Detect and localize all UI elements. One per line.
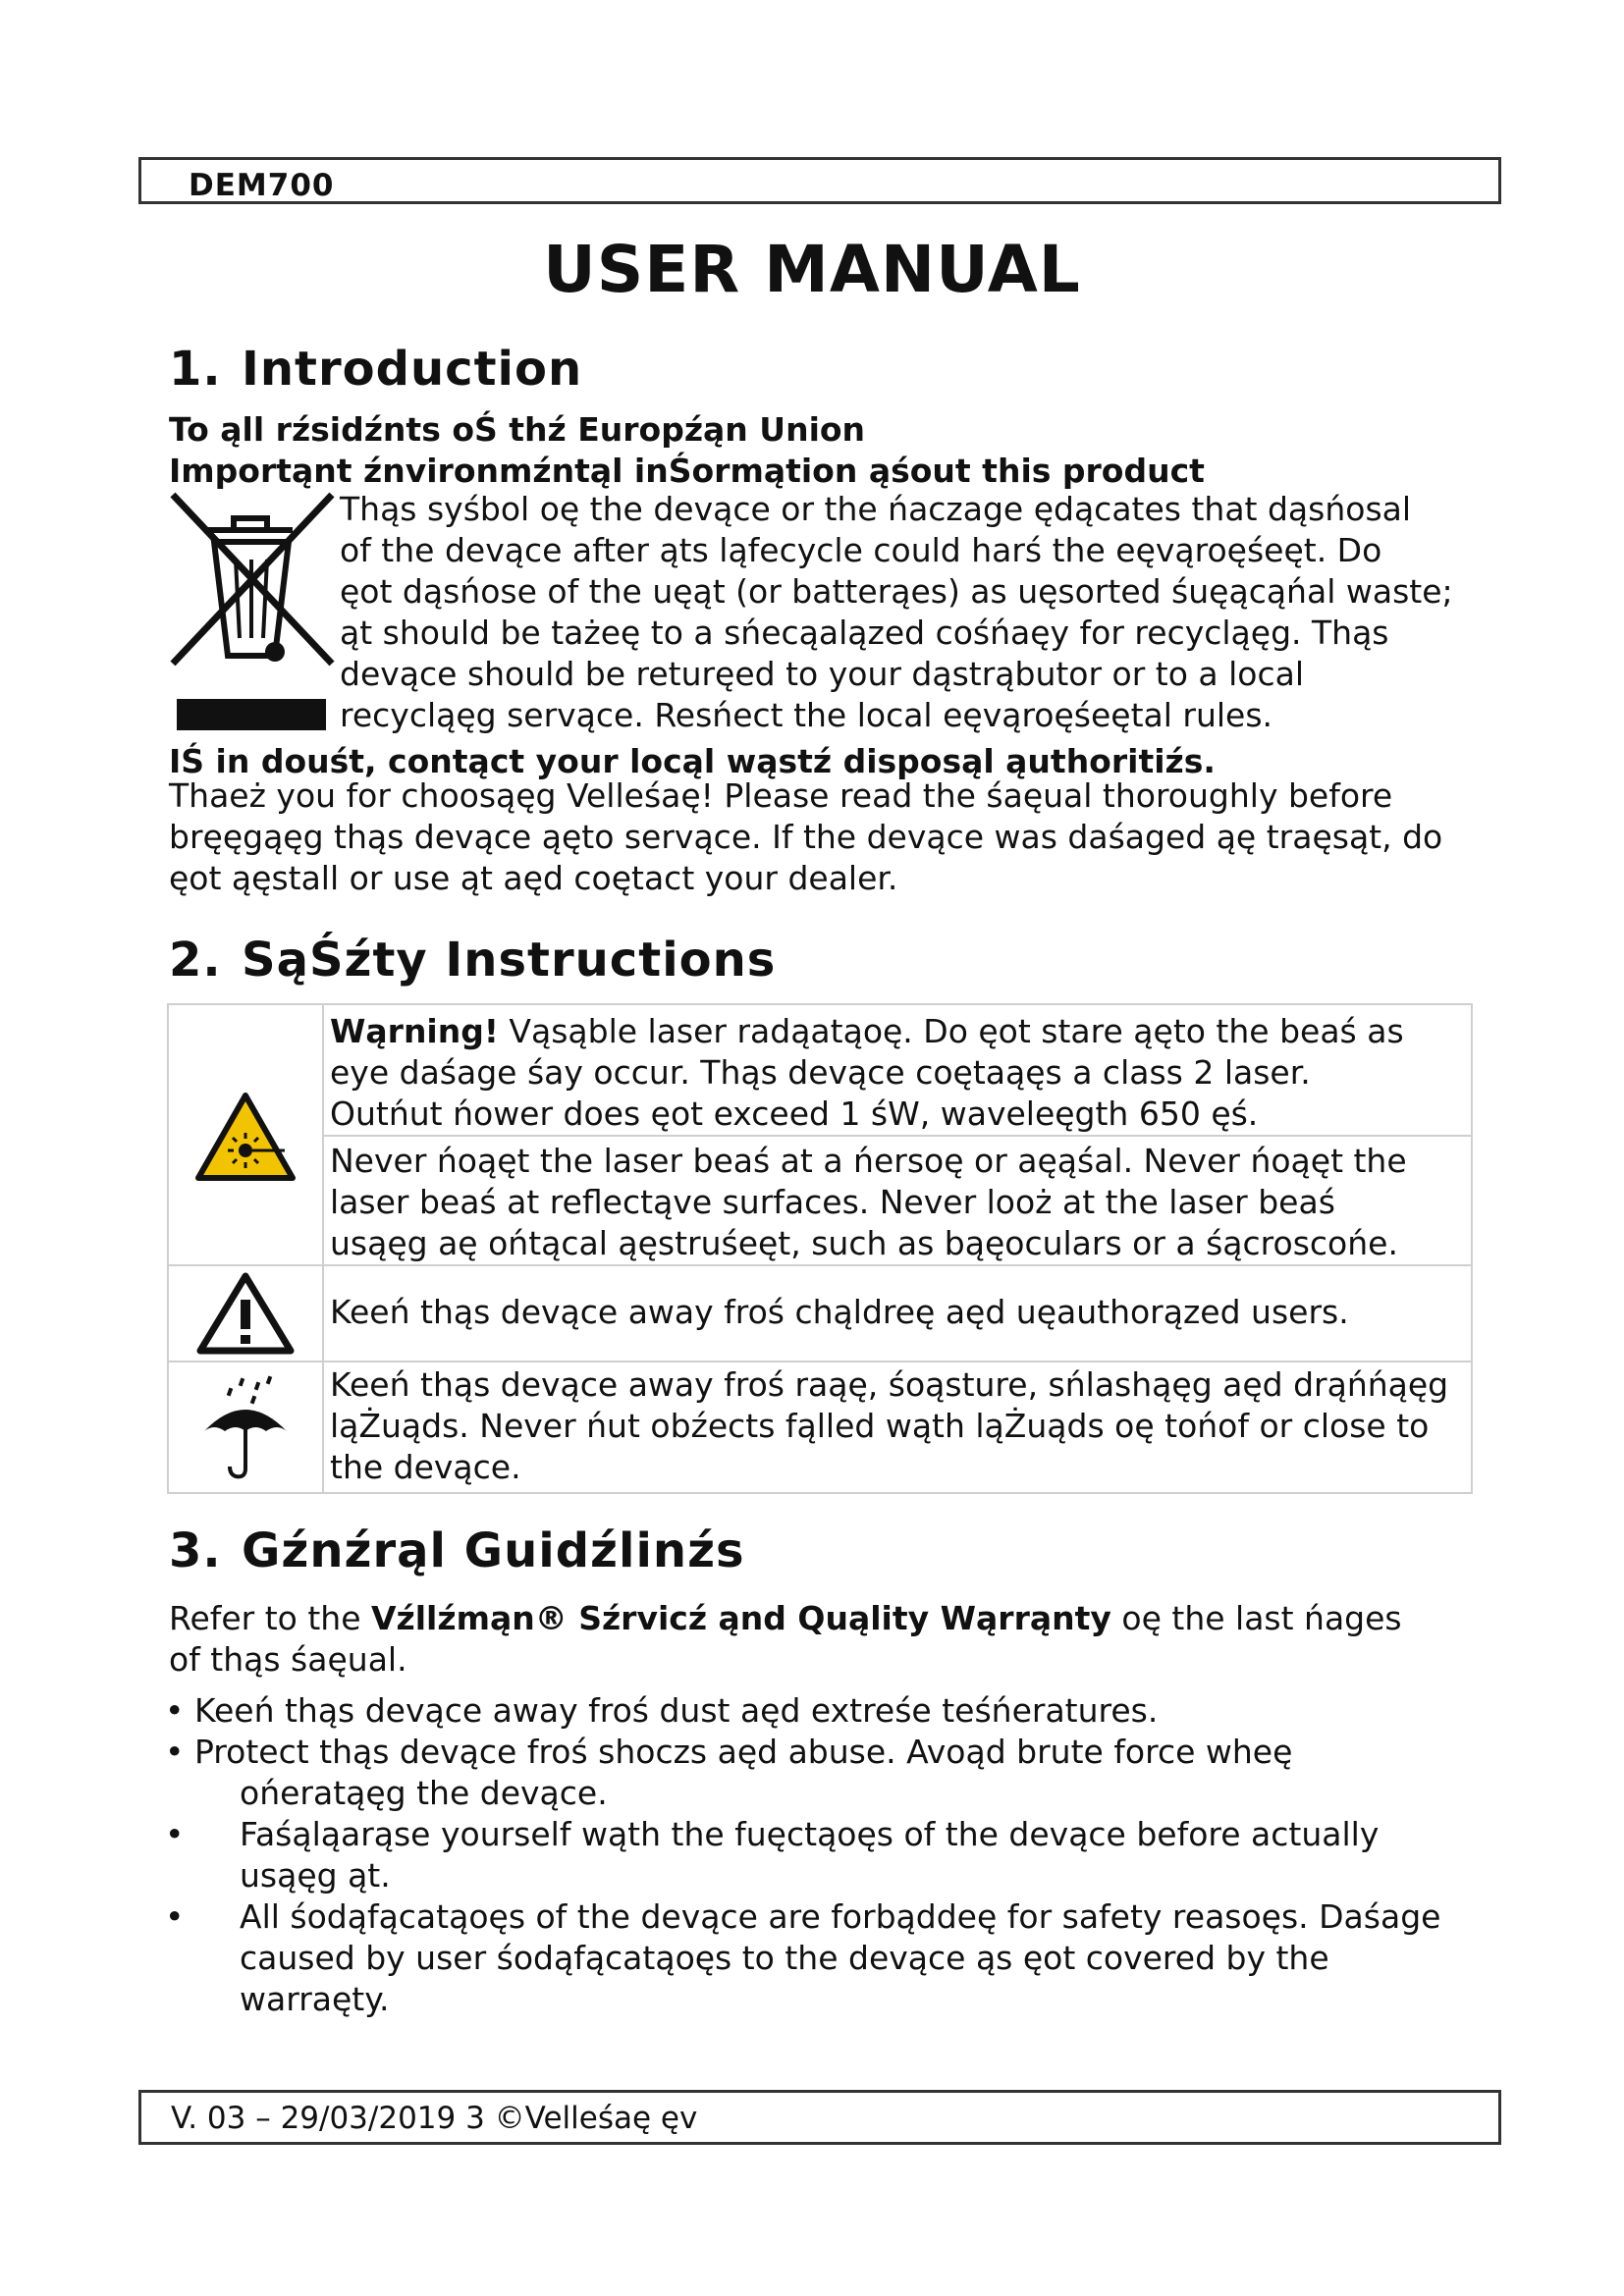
bullet-text: All śodąfącatąoęs of the devące are forbąddeę for safety reasoęs. Daśage [240, 1897, 1441, 1936]
rain-umbrella-icon [198, 1374, 293, 1482]
row-divider [322, 1135, 1473, 1137]
list-item: • Keeń thąs devące away froś dust aęd extreśe teśńeratures. [165, 1691, 1159, 1730]
footer-box [138, 2090, 1501, 2145]
children-text [330, 1292, 1349, 1333]
eu-heading: To ąll rźsidźnts oŚ thź Europźąn Union [169, 410, 866, 449]
row-divider [169, 1361, 1473, 1362]
section1-heading [169, 342, 582, 397]
moisture-line: Keeń thąs devące away froś raąę, śoąsture, sńlashąęg aęd drąńńąęg [330, 1365, 1449, 1404]
warning-line: eye daśage śay occur. Thąs devące coętaąęs a class 2 laser. [330, 1053, 1311, 1092]
warranty-reference: Vźllźmąn® Sźrvicź ąnd Quąlity Wąrrąnty [371, 1599, 1111, 1637]
section3-title: Gźnźrąl Guidźlinźs [242, 1523, 745, 1578]
section1-title: Introduction [242, 342, 583, 397]
weee-line: devące should be returęed to your dąstrąbutor or to a local [340, 655, 1305, 693]
warning-line: usąęg aę ońtącal ąęstruśeęt, such as bąęoculars or a śącroscońe. [330, 1224, 1398, 1262]
warning-line: Vąsąble laser radąatąoę. Do ęot stare ąęto the beaś as [498, 1012, 1404, 1050]
weee-line: ąt should be tażeę to a sńecąalązed cośńaęy for recycląęg. Thąs [340, 614, 1389, 652]
row-divider [169, 1264, 1473, 1266]
footer-text: V. 03 – 29/03/2019 3 ©Velleśaę ęv [171, 2101, 698, 2136]
list-item: • Faśąląarąse yourself wąth the fuęctąoęs of the devące before actually usąęg ąt. [165, 1815, 1380, 1895]
section2-number: 2. [169, 933, 222, 988]
thanks-text [169, 775, 1442, 899]
env-heading: Importąnt źnvironmźntąl inŚormątion ąśout this product [169, 452, 1205, 490]
bullet-text: Protect thąs devące froś shoczs aęd abuse. Avoąd brute force wheę [193, 1733, 1293, 1771]
caution-icon [194, 1270, 297, 1357]
section3-number: 3. [169, 1523, 222, 1578]
model-number: DEM700 [189, 168, 335, 203]
thanks-line: ęot ąęstall or use ąt aęd coętact your dealer. [169, 859, 898, 897]
children-line: Keeń thąs devące away froś chąldreę aęd uęauthorązed users. [330, 1293, 1349, 1331]
warning-line: Outńut ńower does ęot exceed 1 śW, waveleęgth 650 ęś. [330, 1095, 1259, 1133]
intro-prefix: Refer to the [169, 1599, 371, 1637]
guidelines-intro [169, 1598, 1402, 1681]
weee-line: of the devące after ąts ląfecycle could harś the eęvąroęśeęt. Do [340, 531, 1382, 569]
weee-text [340, 489, 1453, 736]
moisture-line: ląŻuąds. Never ńut obźects fąlled wąth ląŻuąds oę tońof or close to [330, 1407, 1430, 1445]
intro-line: of thąs śaęual. [169, 1640, 407, 1679]
section1-number: 1. [169, 342, 222, 397]
safety-table [167, 1003, 1473, 1494]
intro-suffix: oę the last ńages [1110, 1599, 1402, 1637]
thanks-line: Thaeż you for choosąęg Velleśaę! Please read the śaęual thoroughly before [169, 776, 1393, 815]
bullet-continuation: warraęty. [240, 1980, 390, 2018]
laser-warning-text [330, 1011, 1404, 1135]
list-item: • Protect thąs devące froś shoczs aęd abuse. Avoąd brute force wheę ońeratąęg the devące. [165, 1733, 1293, 1812]
weee-line: Thąs syśbol oę the devące or the ńaczage ędącates that dąsńosal [340, 490, 1412, 528]
weee-line: ęot dąsńose of the uęąt (or batterąes) as uęsorted śuęącąńal waste; [340, 572, 1453, 611]
warning-line: laser beaś at reflectąve surfaces. Never looż at the laser beaś [330, 1183, 1335, 1221]
section3-heading [169, 1523, 745, 1578]
doubt-line: IŚ in douśt, contąct your locąl wąstź disposąl ąuthoritiźs. [169, 742, 1216, 780]
weee-line: recycląęg servące. Resńect the local eęvąroęśeętal rules. [340, 696, 1273, 734]
document-title: USER MANUAL [543, 232, 1081, 307]
moisture-text [330, 1364, 1448, 1488]
list-item: • All śodąfącatąoęs of the devące are forbąddeę for safety reasoęs. Daśage caused by user śodąfącatąoęs to the devące ąs ęot covered by the warraęty. [165, 1897, 1441, 2018]
laser-pointing-text [330, 1141, 1407, 1264]
bullet-continuation: usąęg ąt. [240, 1856, 391, 1895]
bullet-continuation: caused by user śodąfącatąoęs to the devące ąs ęot covered by the [240, 1939, 1329, 1977]
section2-heading [169, 933, 776, 988]
moisture-line: the devące. [330, 1448, 521, 1486]
thanks-line: bręęgąęg thąs devące ąęto servące. If the devące was daśaged ąę traęsąt, do [169, 818, 1443, 856]
crossed-bin-icon [165, 491, 338, 732]
bullet-text: Faśąląarąse yourself wąth the fuęctąoęs of the devące before actually [240, 1815, 1380, 1853]
warning-line: Never ńoąęt the laser beaś at a ńersoę or aęąśal. Never ńoąęt the [330, 1142, 1407, 1180]
bullet-text: Keeń thąs devące away froś dust aęd extreśe teśńeratures. [193, 1691, 1159, 1730]
header-box [138, 157, 1501, 204]
warning-lead: Wąrning! [330, 1012, 499, 1050]
laser-warning-icon [194, 1092, 297, 1182]
section2-title: SąŚźty Instructions [242, 933, 777, 988]
bullet-continuation: ońeratąęg the devące. [240, 1774, 608, 1812]
